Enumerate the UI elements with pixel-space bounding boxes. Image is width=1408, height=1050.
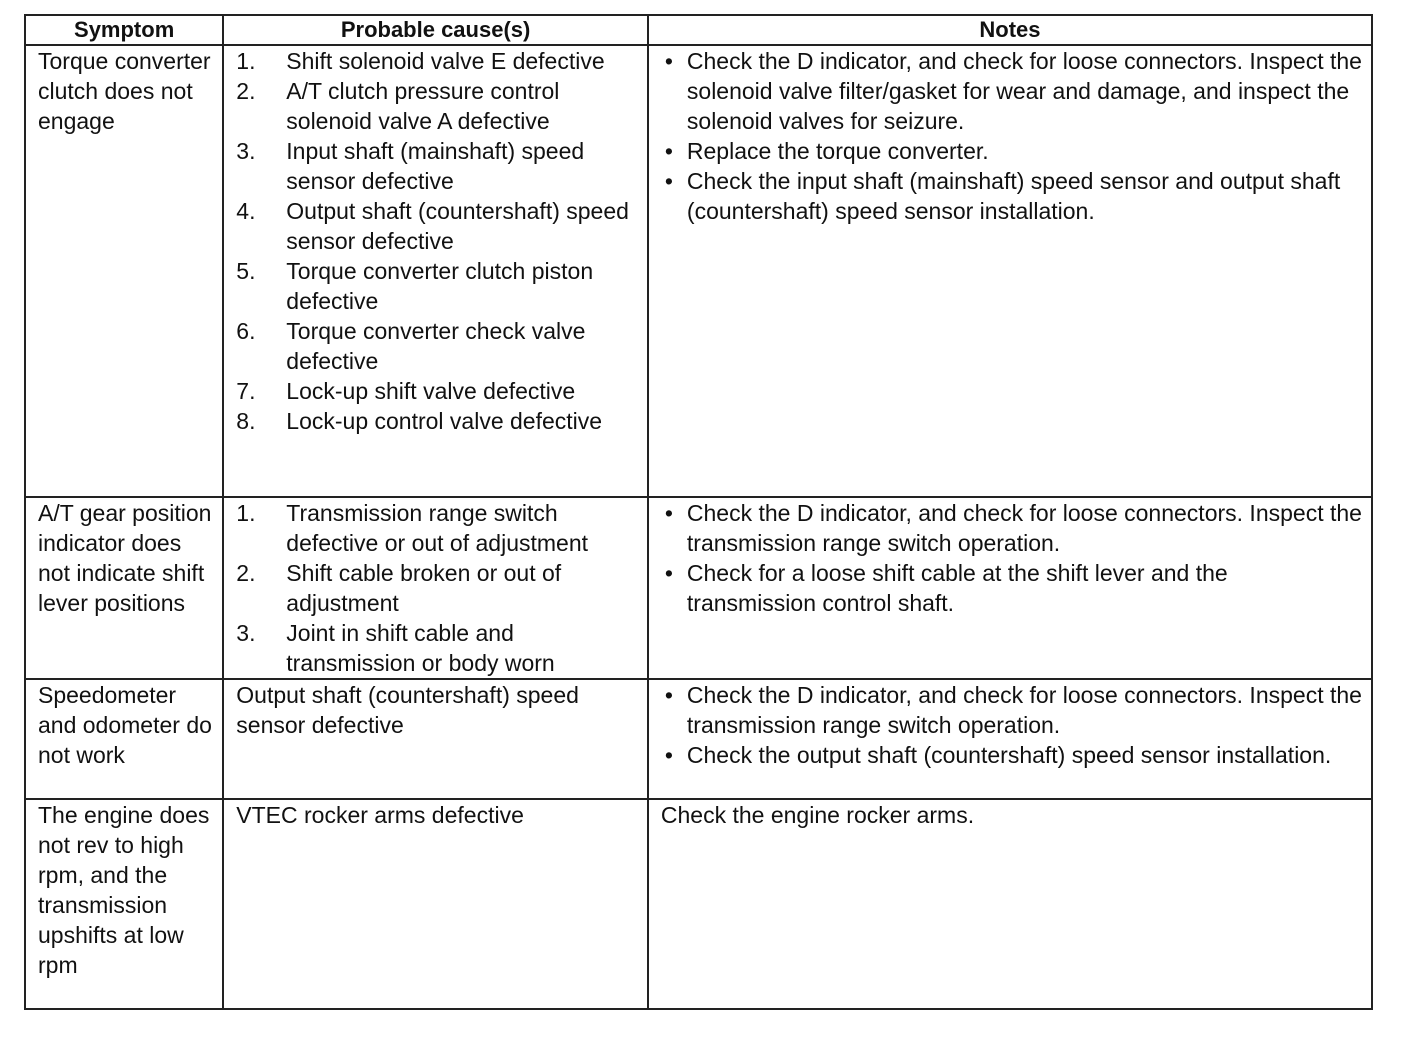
cause-number: 1. (236, 48, 256, 74)
note-text: Check the D indicator, and check for loose connectors. Inspect the transmission range switch operation. (686, 500, 1362, 556)
bullet-icon: • (664, 682, 673, 708)
symptom-cell: The engine does not rev to high rpm, and the transmission upshifts at low rpm (25, 799, 223, 1009)
bullet-icon: • (664, 48, 673, 74)
cause-item (236, 136, 643, 196)
cause-text: A/T clutch pressure control solenoid valve A defective (286, 78, 560, 134)
cause-item (236, 498, 643, 558)
cause-text: Lock-up control valve defective (286, 408, 603, 434)
cause-text: Joint in shift cable and transmission or body worn (286, 620, 555, 676)
cause-number: 5. (236, 258, 256, 284)
bullet-icon: • (664, 168, 673, 194)
notes-cell (648, 497, 1372, 679)
note-text: Check the input shaft (mainshaft) speed sensor and output shaft (countershaft) speed sensor installation. (686, 168, 1341, 224)
table-row (25, 497, 1372, 679)
symptom-cell: Torque converter clutch does not engage (25, 45, 223, 497)
cause-text: Output shaft (countershaft) speed sensor defective (286, 198, 629, 254)
causes-cell (223, 497, 648, 679)
cause-item (236, 46, 643, 76)
note-item (661, 136, 1363, 166)
cause-text: Input shaft (mainshaft) speed sensor defective (286, 138, 585, 194)
header-probable-causes: Probable cause(s) (223, 15, 648, 45)
header-notes: Notes (648, 15, 1372, 45)
cause-number: 3. (236, 138, 256, 164)
note-text: Check the D indicator, and check for loose connectors. Inspect the solenoid valve filter/gasket for wear and damage, and inspect the solenoid valves for seizure. (686, 48, 1362, 134)
causes-cell: VTEC rocker arms defective (223, 799, 648, 1009)
cause-item (236, 196, 643, 256)
note-item (661, 498, 1363, 558)
cause-number: 2. (236, 560, 256, 586)
bullet-icon: • (664, 138, 673, 164)
note-item (661, 740, 1363, 770)
cause-item (236, 376, 643, 406)
note-text: Check the D indicator, and check for loose connectors. Inspect the transmission range switch operation. (686, 682, 1362, 738)
causes-cell (223, 45, 648, 497)
bullet-icon: • (664, 742, 673, 768)
cause-number: 8. (236, 408, 256, 434)
cause-number: 1. (236, 500, 256, 526)
cause-number: 4. (236, 198, 256, 224)
symptom-cell: A/T gear position indicator does not indicate shift lever positions (25, 497, 223, 679)
notes-cell (648, 679, 1372, 799)
cause-item (236, 618, 643, 678)
note-text: Replace the torque converter. (686, 138, 989, 164)
header-row (25, 15, 1372, 45)
bullet-icon: • (664, 560, 673, 586)
note-item (661, 680, 1363, 740)
cause-number: 6. (236, 318, 256, 344)
notes-cell: Check the engine rocker arms. (648, 799, 1372, 1009)
cause-number: 3. (236, 620, 256, 646)
note-item (661, 558, 1363, 618)
cause-text: Torque converter check valve defective (286, 318, 586, 374)
symptom-cell: Speedometer and odometer do not work (25, 679, 223, 799)
cause-text: Lock-up shift valve defective (286, 378, 576, 404)
notes-cell (648, 45, 1372, 497)
cause-text: Shift solenoid valve E defective (286, 48, 605, 74)
cause-list (236, 46, 643, 436)
cause-item (236, 256, 643, 316)
cause-item (236, 406, 643, 436)
bullet-icon: • (664, 500, 673, 526)
header-symptom: Symptom (25, 15, 223, 45)
note-item (661, 46, 1363, 136)
cause-item (236, 76, 643, 136)
cause-text: Shift cable broken or out of adjustment (286, 560, 562, 616)
note-text: Check for a loose shift cable at the shift lever and the transmission control shaft. (686, 560, 1228, 616)
cause-text: Torque converter clutch piston defective (286, 258, 594, 314)
cause-number: 2. (236, 78, 256, 104)
cause-item (236, 316, 643, 376)
cause-text: Transmission range switch defective or out of adjustment (286, 500, 589, 556)
cause-item (236, 558, 643, 618)
cause-number: 7. (236, 378, 256, 404)
table-row (25, 799, 1372, 1009)
cause-list (236, 498, 643, 678)
notes-list (661, 680, 1363, 770)
table-row (25, 679, 1372, 799)
table-row (25, 45, 1372, 497)
notes-list (661, 46, 1363, 226)
troubleshooting-table (24, 14, 1373, 1010)
note-text: Check the output shaft (countershaft) speed sensor installation. (686, 742, 1332, 768)
note-item (661, 166, 1363, 226)
causes-cell: Output shaft (countershaft) speed sensor defective (223, 679, 648, 799)
notes-list (661, 498, 1363, 618)
